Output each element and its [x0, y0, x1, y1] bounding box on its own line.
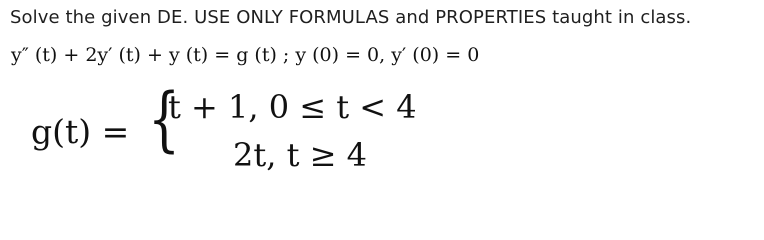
piecewise-case-2: 2t, t ≥ 4: [233, 136, 367, 174]
piecewise-case-1: t + 1, 0 ≤ t < 4: [168, 88, 417, 126]
piecewise-lhs: g(t) =: [31, 112, 130, 151]
piecewise-brace: {: [148, 78, 181, 160]
problem-instruction: Solve the given DE. USE ONLY FORMULAS and PROPERTIES taught in class.: [10, 7, 692, 28]
differential-equation: y″ (t) + 2y′ (t) + y (t) = g (t) ; y (0) = 0, y′ (0) = 0: [11, 44, 480, 66]
